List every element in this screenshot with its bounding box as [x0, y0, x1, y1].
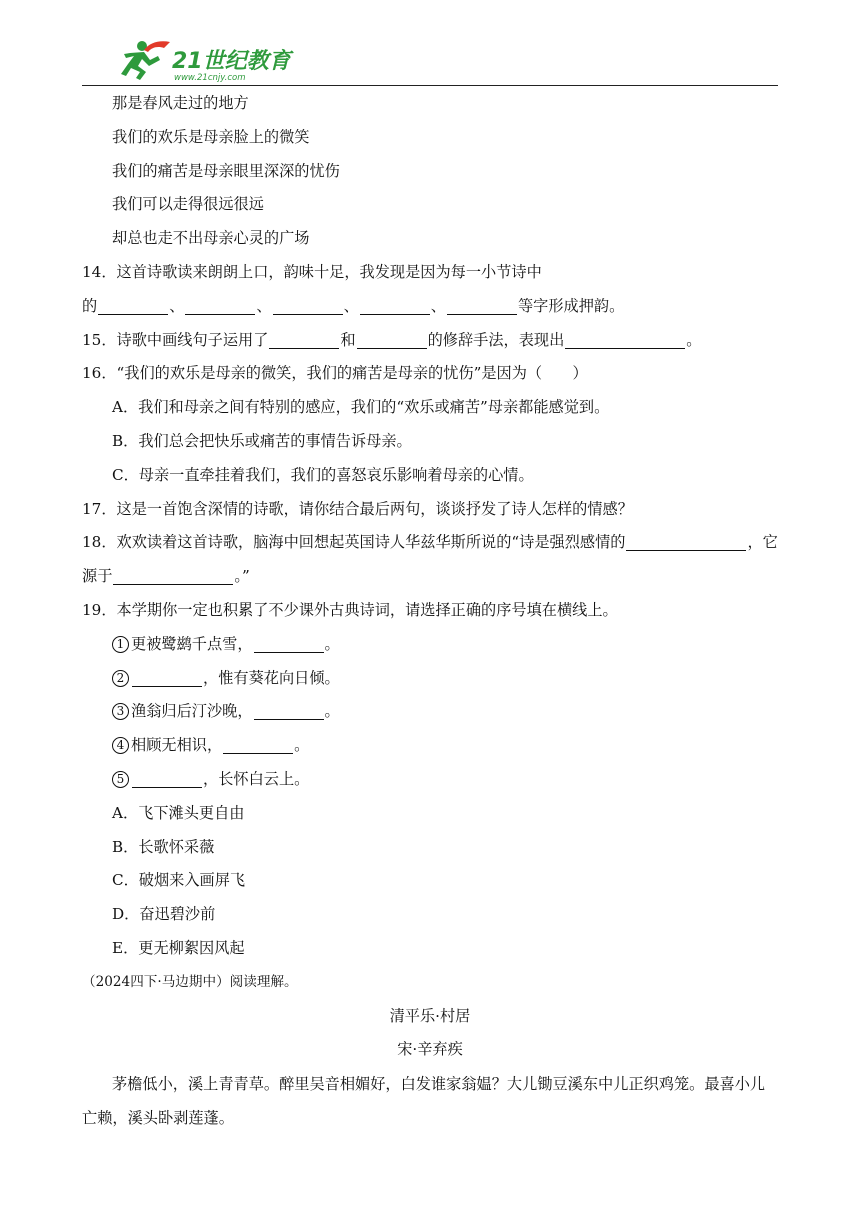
answer-blank[interactable]	[273, 294, 343, 315]
poem-line: 我们的痛苦是母亲眼里深深的忧伤	[112, 161, 340, 180]
answer-blank[interactable]	[626, 530, 746, 551]
question-19-option-d[interactable]: D．奋迅碧沙前	[112, 905, 216, 924]
logo-text: 21世纪教育	[172, 49, 291, 74]
question-19-option-a[interactable]: A．飞下滩头更自由	[112, 803, 245, 822]
question-19-option-b[interactable]: B．长歌怀采薇	[112, 837, 215, 856]
page-header	[82, 36, 778, 86]
poem-title: 清平乐·村居	[389, 1006, 471, 1025]
question-18-line1: 18．欢欢读着这首诗歌，脑海中回想起英国诗人华兹华斯所说的“诗是强烈感情的 ，它	[82, 526, 778, 560]
answer-blank[interactable]	[357, 328, 427, 349]
question-19-item-2: 2 ，惟有葵花向日倾。	[82, 662, 778, 696]
question-14-stem: 14．这首诗歌读来朗朗上口，韵味十足，我发现是因为每一小节诗中	[82, 262, 542, 281]
circled-number: 1	[112, 636, 129, 653]
circled-number: 4	[112, 737, 129, 754]
answer-blank[interactable]	[223, 733, 293, 754]
section-source: （2024四下·马边期中）阅读理解。	[82, 973, 298, 990]
question-19-option-e[interactable]: E．更无柳絮因风起	[112, 938, 245, 957]
poem-author: 宋·辛弃疾	[397, 1040, 463, 1059]
runner-icon	[121, 41, 170, 80]
question-16-stem: 16．“我们的欢乐是母亲的微笑，我们的痛苦是母亲的忧伤”是因为（ ）	[82, 364, 588, 383]
question-15: 15．诗歌中画线句子运用了 和 的修辞手法，表现出 。	[82, 324, 778, 358]
poem-line: 我们的欢乐是母亲脸上的微笑	[112, 127, 310, 146]
question-18-line2: 源于 。”	[82, 560, 778, 594]
answer-blank[interactable]	[269, 328, 339, 349]
question-16-option-c[interactable]: C．母亲一直牵挂着我们，我们的喜怒哀乐影响着母亲的心情。	[112, 465, 534, 484]
question-16-option-a[interactable]: A．我们和母亲之间有特别的感应，我们的“欢乐或痛苦”母亲都能感觉到。	[112, 398, 610, 417]
logo-url-text: www.21cnjy.com	[174, 73, 246, 83]
poem-line: 那是春风走过的地方	[112, 94, 249, 112]
answer-blank[interactable]	[254, 632, 324, 653]
answer-blank[interactable]	[132, 767, 202, 788]
site-logo	[100, 38, 291, 84]
circled-number: 3	[112, 703, 129, 720]
answer-blank[interactable]	[113, 564, 233, 585]
circled-number: 2	[112, 670, 129, 687]
question-19-item-4: 4 相顾无相识， 。	[82, 729, 778, 763]
question-19-item-3: 3 渔翁归后汀沙晚， 。	[82, 695, 778, 729]
question-14-blanks: 的 、 、 、 、 等字形成押韵。	[82, 290, 778, 324]
question-16-option-b[interactable]: B．我们总会把快乐或痛苦的事情告诉母亲。	[112, 431, 412, 450]
answer-blank[interactable]	[254, 699, 324, 720]
answer-blank[interactable]	[132, 666, 202, 687]
answer-blank[interactable]	[447, 294, 517, 315]
question-19-option-c[interactable]: C．破烟来入画屏飞	[112, 871, 246, 890]
circled-number: 5	[112, 771, 129, 788]
poem-line: 却总也走不出母亲心灵的广场	[112, 229, 310, 248]
document-body	[82, 87, 778, 1135]
answer-blank[interactable]	[360, 294, 430, 315]
question-19-item-5: 5 ，长怀白云上。	[82, 763, 778, 797]
question-19-item-1: 1 更被鹭鹚千点雪， 。	[82, 628, 778, 662]
question-19-stem: 19．本学期你一定也积累了不少课外古典诗词，请选择正确的序号填在横线上。	[82, 600, 618, 619]
poem-text: 茅檐低小，溪上青青草。醉里吴音相媚好，白发谁家翁媪？大儿锄豆溪东中儿正织鸡笼。最喜小儿亡赖，溪头卧剥莲蓬。	[82, 1075, 766, 1128]
answer-blank[interactable]	[98, 294, 168, 315]
header-rule	[82, 85, 778, 86]
answer-blank[interactable]	[185, 294, 255, 315]
question-17: 17．这是一首饱含深情的诗歌，请你结合最后两句，谈谈抒发了诗人怎样的情感？	[82, 499, 633, 518]
answer-blank[interactable]	[565, 328, 685, 349]
poem-line: 我们可以走得很远很远	[112, 195, 264, 214]
